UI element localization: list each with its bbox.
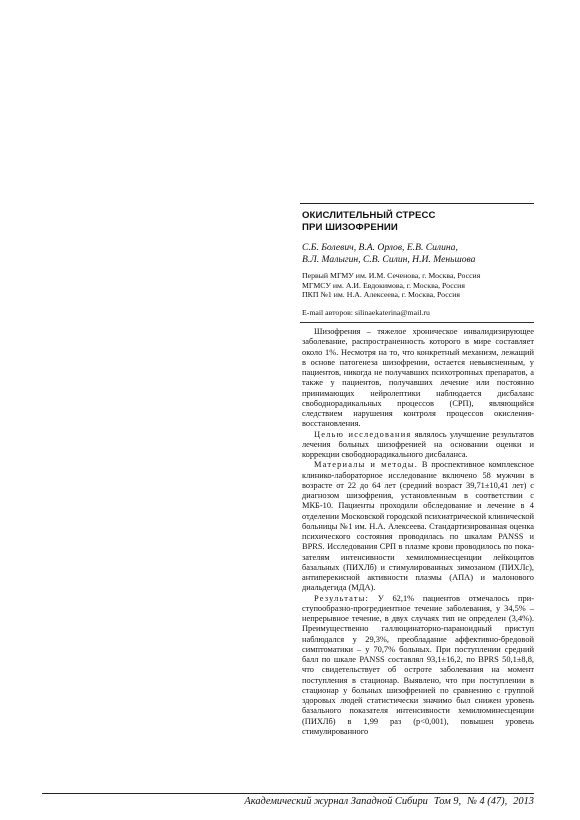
affiliation-1: Первый МГМУ им. И.М. Сеченова, г. Москва, Россия xyxy=(302,271,481,280)
header-separator xyxy=(300,322,534,323)
paragraph-aim xyxy=(302,430,534,461)
journal-name: Академический журнал Западной Сибири xyxy=(244,796,428,807)
authors xyxy=(302,242,534,266)
paragraph-methods xyxy=(302,460,534,593)
results-heading: Результаты: xyxy=(314,593,370,603)
aim-heading: Целью исследования xyxy=(314,429,412,439)
aim-text: являлось улучшение результатов лечения больных шизофренией на основании оценки и коррекции свободнорадикального дисбаланса. xyxy=(302,429,534,459)
affiliation-2: МГМСУ им. А.И. Евдокимова, г. Москва, Россия xyxy=(302,280,465,290)
title-line-2: ПРИ ШИЗОФРЕНИИ xyxy=(302,222,398,233)
journal-volume: Том 9, xyxy=(433,796,462,807)
title-line-1: ОКИСЛИТЕЛЬНЫЙ СТРЕСС xyxy=(302,210,436,221)
article-body xyxy=(302,327,534,737)
authors-line-1: С.Б. Болевич, В.А. Орлов, Е.В. Силина, xyxy=(302,242,458,253)
results-text: У 62,1% пациентов отмечалось приступообразно-прогредиентное течение заболевания, у 34,5% – непрерывное течение, в двух случаях тип не определен (3,4%). Преимущественно галлюцинаторно-параноидный приступ наблюдался у 29,3%, преобладание аффективно-бредовой симптоматики – у 70,7% больных. При поступлении средний балл по шкале PANSS составлял 93,1±16,2, по BPRS 50,1±8,8, что свидетельствует об остроте заболевания на момент поступления в стационар. Выявлено, что при поступлении в стационар у больных шизофренией по сравнению с группой здоровых людей статистически значимо был снижен уровень базального показателя интенсивности хемилюминесценции (ПИХЛб) в 1,99 раз (p<0,001), повышен уровень стимулированного xyxy=(302,593,534,736)
journal-issue: № 4 (47), xyxy=(467,796,508,807)
affiliation-3: ПКП №1 им. Н.А. Алексеева, г. Москва, Россия xyxy=(302,290,460,300)
journal-year: 2013 xyxy=(513,796,534,807)
footer-rule xyxy=(42,793,534,794)
article-title xyxy=(302,210,534,234)
top-rule xyxy=(300,203,534,204)
paragraph-results xyxy=(302,594,534,738)
running-footer xyxy=(238,796,534,807)
author-email: E-mail авторов: silinaekaterina@mail.ru xyxy=(302,308,430,317)
paragraph-intro: Шизофрения – тяжелое хроническое инвалидизирующее заболевание, распространенность которого в мире составляет около 1%. Несмотря на то, что конкретный механизм, лежащий в основе патогенеза шизофрении, остается невыясненным, у пациентов, никогда не получавших психотропных препаратов, а также у пациентов, получавших лечение или постоянно принимающих нейролептики наблюдается дисбаланс свободнорадикальных процессов (СРП), являющийся следствием нарушения контроля процессов окисления-восстановления. xyxy=(302,327,534,429)
affiliations xyxy=(302,271,534,300)
methods-heading: Материалы и методы. xyxy=(314,460,419,470)
authors-line-2: В.Л. Малыгин, С.В. Силин, Н.И. Меньшова xyxy=(302,254,476,265)
methods-text: В проспективное комплексное клинико-лабораторное исследование включено 58 мужчин в возрасте от 22 до 64 лет (средний возраст 39,71±10,41 лет) с диагнозом шизофрения, установленным в соответствии с МКБ-10. Пациенты проходили обследование и лечение в 4 отделении Московской городской психиатрической клинической больницы №1 им. Н.А. Алексеева. Стандартизированная оценка психического состояния проводилась по шкалам PANSS и BPRS. Исследования СРП в плазме крови проводилось по показателям интенсивности хемилюминесценции лейкоцитов базальных (ПИХЛб) и стимулированных зимозаном (ПИХЛс), антиперекисной активности плазмы (АПА) и малонового диальдегида (МДА). xyxy=(302,460,534,593)
